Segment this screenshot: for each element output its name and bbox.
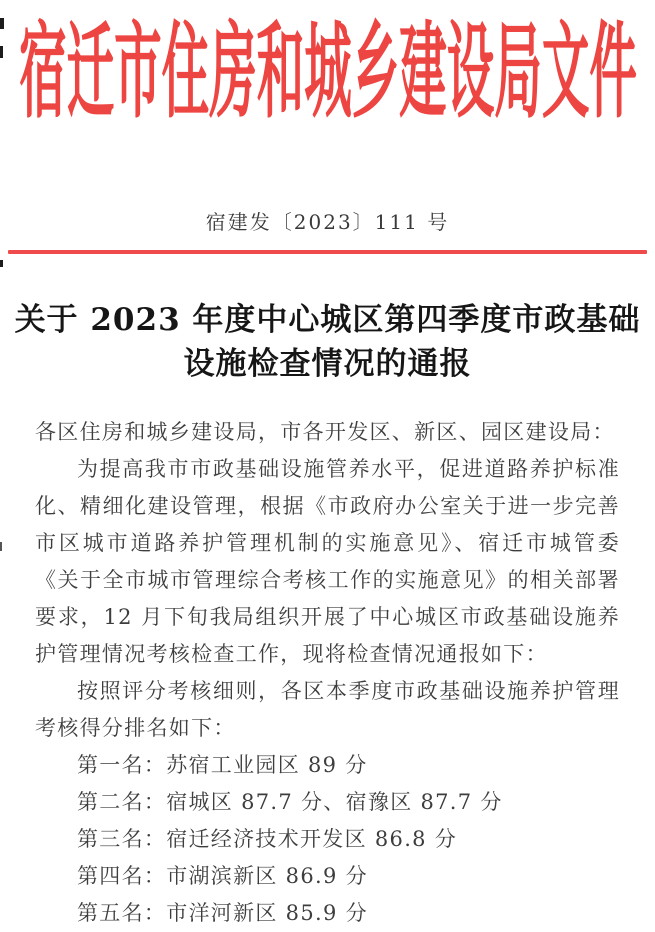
document-page bbox=[0, 9, 655, 925]
scan-artifact bbox=[0, 46, 3, 58]
scan-artifact bbox=[0, 542, 2, 551]
body-paragraph: 第五名：市洋河新区 85.9 分 bbox=[77, 901, 368, 925]
body-paragraph: 按照评分考核细则，各区本季度市政基础设施养护管理考核得分排名如下： bbox=[35, 679, 620, 740]
letterhead bbox=[0, 10, 655, 132]
document-title bbox=[0, 298, 655, 386]
document-title-line-1: 关于 2023 年度中心城区第四季度市政基础 bbox=[14, 302, 641, 338]
body-paragraph: 第三名：宿迁经济技术开发区 86.8 分 bbox=[77, 827, 458, 851]
body-paragraph: 第一名：苏宿工业园区 89 分 bbox=[77, 753, 368, 777]
document-body bbox=[0, 414, 655, 932]
body-paragraph: 各区住房和城乡建设局，市各开发区、新区、园区建设局： bbox=[35, 420, 615, 444]
body-paragraph: 第四名：市湖滨新区 86.9 分 bbox=[77, 864, 368, 888]
scan-artifact bbox=[0, 260, 3, 267]
agency-title: 宿迁市住房和城乡建设局文件 bbox=[18, 9, 637, 133]
body-paragraph: 为提高我市市政基础设施管养水平，促进道路养护标准化、精细化建设管理，根据《市政府办公室关于进一步完善市区城市道路养护管理机制的实施意见》、宿迁市城管委《关于全市城市管理综合考核工作的实施意见》的相关部署要求，12 月下旬我局组织开展了中心城区市政基础设施养护管理情况考核检查工作，现将检查情况通报如下： bbox=[35, 457, 620, 666]
document-number: 宿建发〔2023〕111 号 bbox=[205, 210, 450, 234]
document-title-line-2: 设施检查情况的通报 bbox=[183, 346, 472, 382]
red-divider-rule bbox=[8, 250, 647, 254]
body-paragraph: 第二名：宿城区 87.7 分、宿豫区 87.7 分 bbox=[77, 790, 503, 814]
scan-artifact bbox=[0, 18, 4, 29]
